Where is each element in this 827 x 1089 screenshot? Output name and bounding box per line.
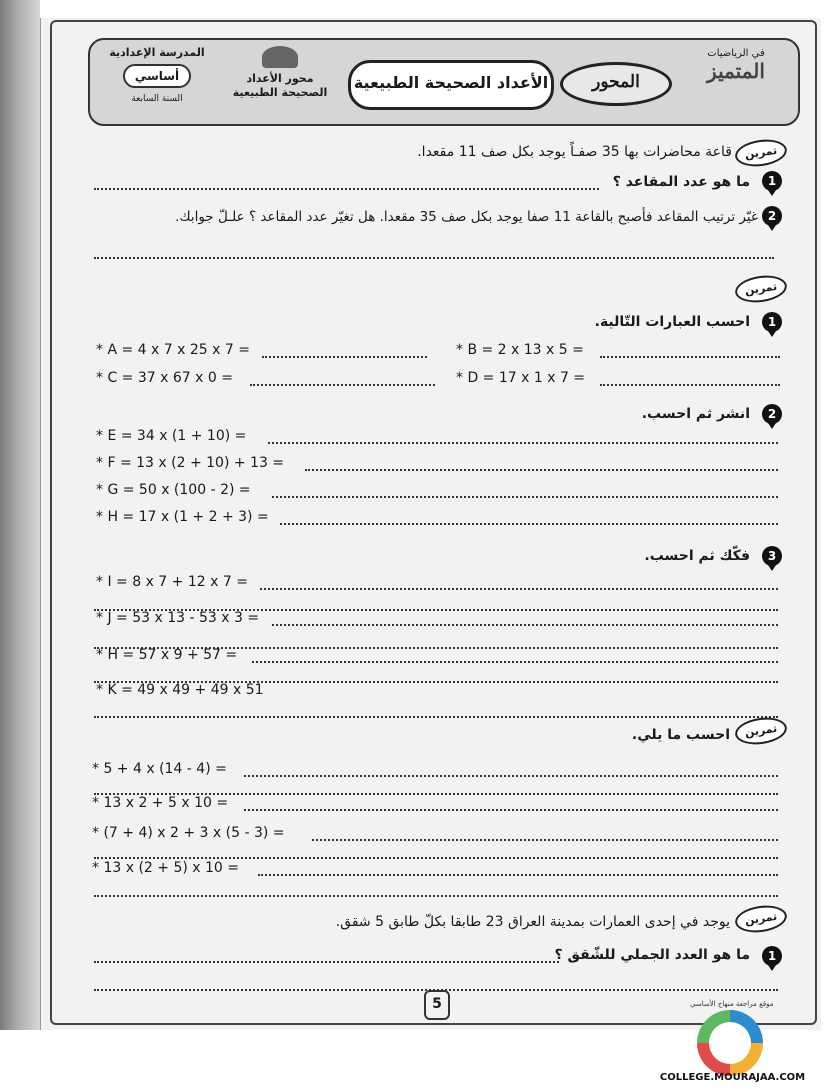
expr-b: * B = 2 x 13 x 5 = — [456, 342, 584, 358]
school-year: السنة السابعة — [131, 94, 183, 104]
answer-line[interactable] — [94, 174, 599, 190]
expr-a: * A = 4 x 7 x 25 x 7 = — [96, 342, 250, 358]
ex4-q1: ما هو العدد الجملي للشّقق ؟ — [554, 947, 750, 963]
axis-label: المحور — [560, 62, 672, 106]
answer-line[interactable] — [260, 574, 778, 590]
ex2-row-ab — [90, 337, 790, 363]
ex2-part3-title: فكّك ثم احسب. — [644, 548, 750, 564]
expr-f: * F = 13 x (2 + 10) + 13 = — [96, 455, 285, 471]
crest-emblem-icon — [262, 46, 298, 68]
school-line: المدرسة الإعدادية — [109, 46, 205, 59]
expr-k: * K = 49 x 49 + 49 x 51 — [96, 682, 264, 698]
expr-d: * D = 17 x 1 x 7 = — [456, 370, 586, 386]
expr-h2: * H = 57 x 9 + 57 = — [96, 647, 238, 663]
topic-crest — [230, 46, 330, 120]
answer-line[interactable] — [94, 702, 778, 718]
expr-h: * H = 17 x (1 + 2 + 3) = — [96, 509, 269, 525]
page-title: الأعداد الصحيحة الطبيعية — [348, 60, 554, 110]
brand-subject: في الرياضيات — [707, 48, 765, 59]
page-number: 5 — [424, 990, 450, 1020]
ex2-row-g — [90, 477, 790, 503]
question-number: 1 — [762, 946, 782, 966]
expr-3-3: * (7 + 4) x 2 + 3 x (5 - 3) = — [92, 825, 285, 841]
exercise-badge: تمرين — [733, 137, 788, 170]
answer-line[interactable] — [252, 647, 778, 663]
exercise-badge: تمرين — [733, 715, 788, 748]
ex1-q1: ما هو عدد المقاعد ؟ — [612, 174, 750, 190]
answer-line[interactable] — [272, 610, 778, 626]
work-line-row — [90, 876, 790, 902]
answer-line[interactable] — [305, 455, 778, 471]
answer-line[interactable] — [94, 881, 778, 897]
expr-3-1: * 5 + 4 x (14 - 4) = — [92, 761, 227, 777]
header-banner — [88, 38, 800, 126]
ex3-row-2 — [90, 790, 790, 816]
expr-3-4: * 13 x (2 + 5) x 10 = — [92, 860, 239, 876]
ex2-row-cd — [90, 365, 790, 391]
answer-line[interactable] — [262, 342, 427, 358]
website-stamp-icon — [697, 1010, 763, 1076]
school-badge: أساسي — [123, 64, 191, 88]
ex2-part1-title: احسب العبارات التّالية. — [594, 314, 750, 330]
answer-line[interactable] — [268, 428, 778, 444]
crest-line-2: الصحيحة الطبيعية — [232, 86, 328, 99]
answer-line[interactable] — [600, 342, 780, 358]
ex2-row-h — [90, 504, 790, 530]
website-url[interactable]: COLLEGE.MOURAJAA.COM — [659, 1072, 806, 1083]
ex2-row-f — [90, 450, 790, 476]
question-number: 2 — [762, 206, 782, 226]
answer-line[interactable] — [250, 370, 435, 386]
crest-line-1: محور الأعداد — [246, 72, 314, 85]
exercise-badge: تمرين — [733, 273, 788, 306]
question-number: 3 — [762, 546, 782, 566]
ex2-part2-title: انشر ثم احسب. — [641, 406, 750, 422]
ex4-q1-row — [90, 942, 790, 968]
question-number: 1 — [762, 312, 782, 332]
ex2-row-e — [90, 423, 790, 449]
answer-line[interactable] — [94, 947, 559, 963]
answer-line[interactable] — [94, 243, 774, 259]
answer-line[interactable] — [280, 509, 778, 525]
exercise-badge: تمرين — [733, 903, 788, 936]
ex1-q1-row — [90, 169, 790, 195]
brand-logo — [680, 48, 792, 118]
ex1-q2-answer-row — [90, 238, 790, 264]
work-line-row — [90, 697, 790, 723]
question-number: 1 — [762, 171, 782, 191]
ex3-title: احسب ما يلي. — [631, 727, 730, 743]
question-number: 2 — [762, 404, 782, 424]
answer-line[interactable] — [600, 370, 780, 386]
scan-binding-edge — [0, 0, 40, 1030]
school-logo — [98, 46, 216, 118]
answer-line[interactable] — [244, 795, 778, 811]
answer-line[interactable] — [94, 975, 778, 991]
expr-3-2: * 13 x 2 + 5 x 10 = — [92, 795, 229, 811]
expr-g: * G = 50 x (100 - 2) = — [96, 482, 251, 498]
expr-j: * J = 53 x 13 - 53 x 3 = — [96, 610, 260, 626]
ex4-statement: يوجد في إحدى العمارات بمدينة العراق 23 طابقا بكلّ طابق 5 شقق. — [335, 914, 730, 930]
ex1-q2: غيّر ترتيب المقاعد فأصبح بالقاعة 11 صفا يوجد بكل صف 35 مقعدا. هل تغيّر عدد المقاعد ؟ علـلّ جوابك. — [175, 209, 758, 225]
stamp-caption: موقع مراجعة منهاج الأساسي — [690, 1000, 774, 1008]
brand-name: المتميز — [707, 59, 765, 83]
expr-e: * E = 34 x (1 + 10) = — [96, 428, 247, 444]
expr-c: * C = 37 x 67 x 0 = — [96, 370, 233, 386]
answer-line[interactable] — [258, 860, 778, 876]
expr-i: * I = 8 x 7 + 12 x 7 = — [96, 574, 248, 590]
answer-line[interactable] — [272, 482, 778, 498]
ex1-statement: قاعة محاضرات بها 35 صفـاً يوجد بكل صف 11 مقعدا. — [417, 144, 732, 160]
